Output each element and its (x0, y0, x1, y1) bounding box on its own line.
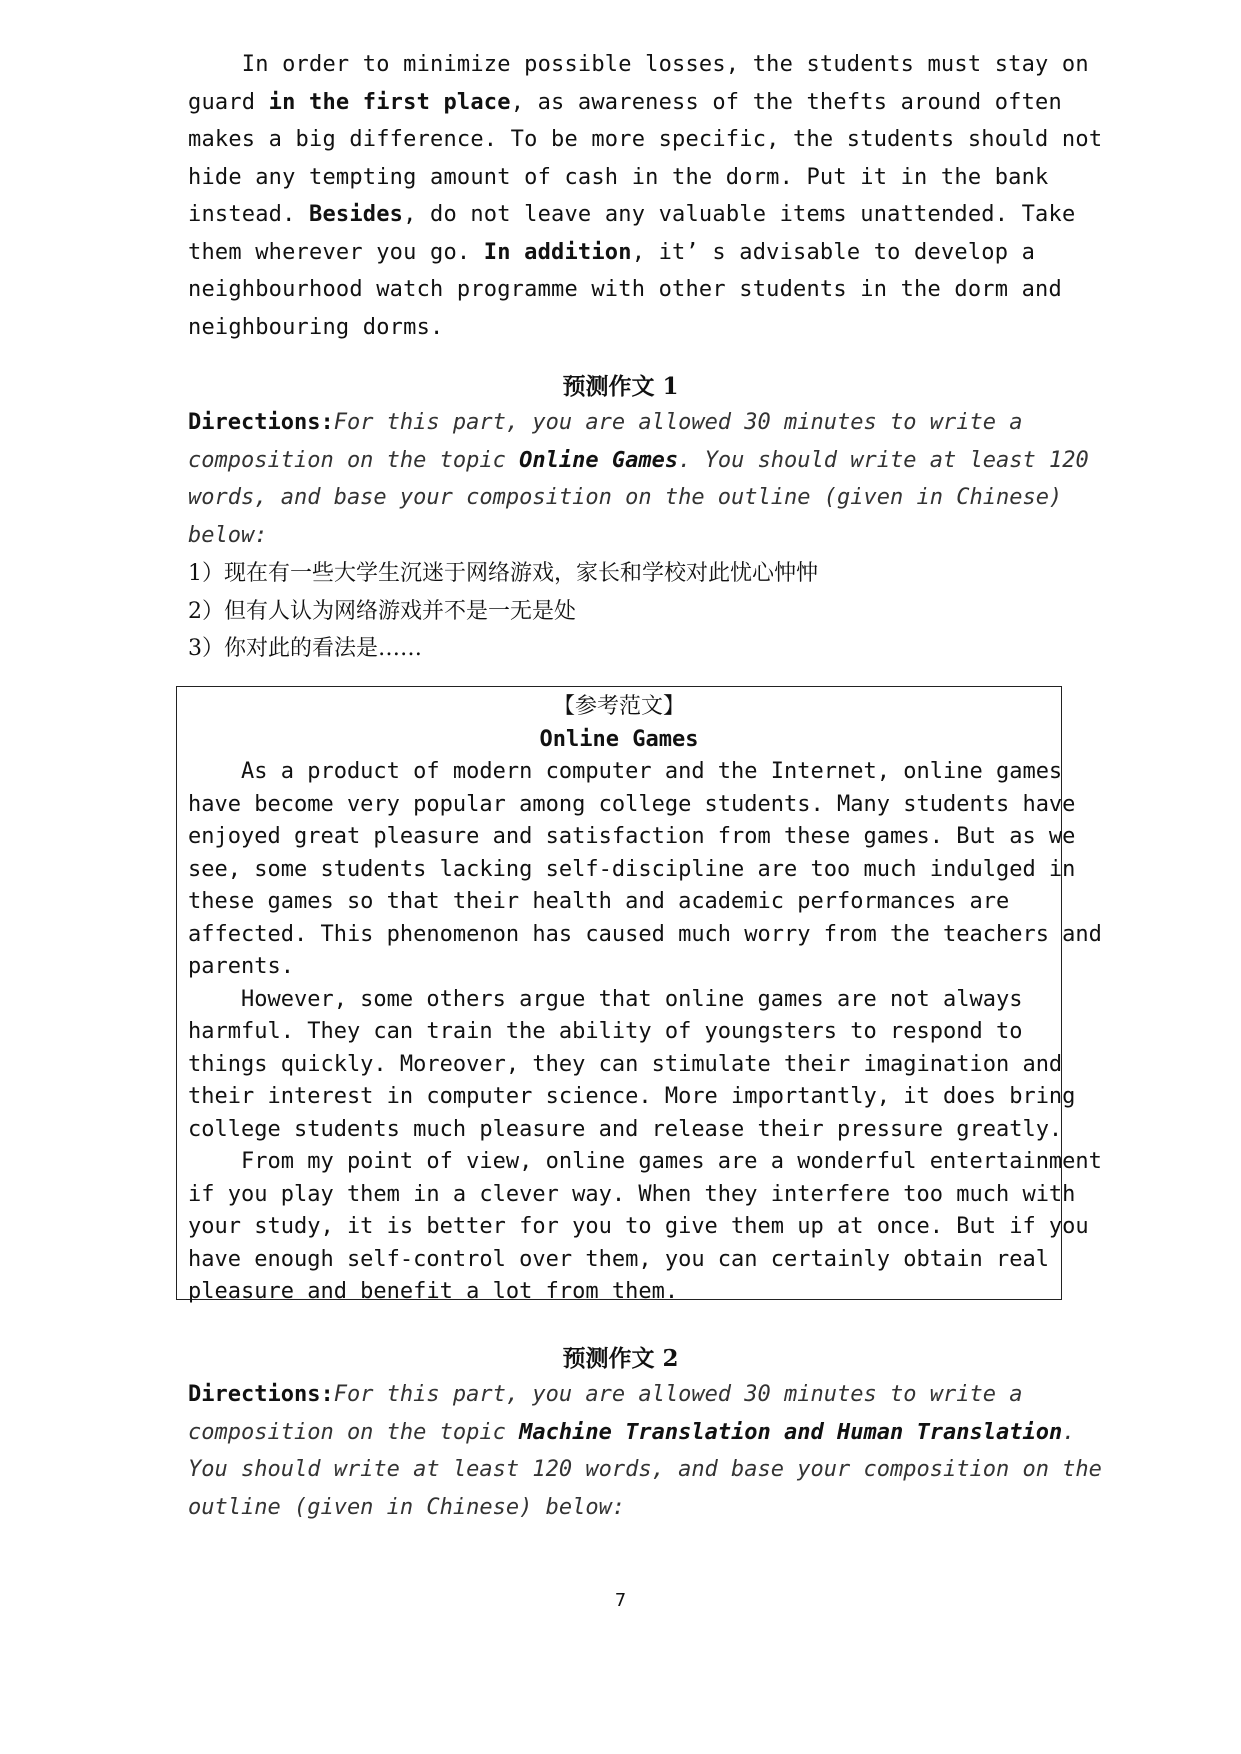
model-essay-title: Online Games (539, 727, 699, 752)
topic-title: Online Games (519, 447, 679, 473)
directions-line (188, 1489, 1068, 1527)
topic-title: Machine Translation and Human Translation (519, 1419, 1063, 1445)
essay-line: pleasure and benefit a lot from them. (188, 1279, 679, 1304)
model-essay-text (188, 756, 1102, 1309)
italic-text: For this part, you are allowed 30 minutes to write a (333, 410, 1023, 435)
essay-line: have enough self-control over them, you can certainly obtain real (188, 1246, 1049, 1272)
text-run: , do not leave any valuable items unattended. Take (403, 202, 1076, 227)
paragraph-line (188, 196, 1076, 234)
essay-line: if you play them in a clever way. When they interfere too much with (188, 1181, 1076, 1207)
essay-line: these games so that their health and academic performances are (188, 889, 1010, 914)
directions-line (188, 442, 1089, 480)
italic-text: You should write at least 120 words, and base your composition on the (188, 1457, 1102, 1482)
section1-directions (188, 404, 1089, 554)
italic-text: outline (given in Chinese) below: (188, 1494, 626, 1520)
essay-line: As a product of modern computer and the Internet, online games (188, 759, 1063, 784)
directions-line (188, 1376, 1068, 1414)
section2-directions (188, 1376, 1102, 1526)
paragraph-line (188, 271, 1068, 309)
essay-line: things quickly. Moreover, they can stimulate their imagination and (188, 1051, 1063, 1077)
essay-line: harmful. They can train the ability of youngsters to respond to (188, 1019, 1023, 1044)
text-run: makes a big difference. To be more specific, the students should not (188, 127, 1103, 152)
essay-line: affected. This phenomenon has caused much worry from the teachers and (188, 921, 1102, 947)
essay-line: From my point of view, online games are a wonderful entertainment (188, 1149, 1102, 1174)
italic-text: words, and base your composition on the outline (given in Chinese) (188, 485, 1063, 510)
section1-heading: 预测作文 1 (562, 373, 679, 400)
paragraph-line (188, 159, 1068, 197)
italic-text: below: (188, 522, 268, 548)
essay-line: parents. (188, 954, 294, 979)
text-run: hide any tempting amount of cash in the dorm. Put it in the bank (188, 164, 1049, 190)
paragraph-line (188, 46, 1089, 84)
directions-line (188, 517, 1068, 555)
essay-line: However, some others argue that online games are not always (188, 986, 1023, 1012)
italic-text: . You should write at least 120 (678, 447, 1089, 473)
paragraph-line (188, 234, 1068, 272)
outline-item: 1）现在有一些大学生沉迷于网络游戏，家长和学校对此忧心忡忡 (188, 561, 818, 586)
bold-phrase: Besides (309, 202, 404, 227)
intro-paragraph (188, 46, 1103, 346)
italic-text: composition on the topic (188, 447, 520, 473)
italic-text: composition on the topic (188, 1419, 520, 1445)
essay-line: their interest in computer science. More importantly, it does bring (188, 1084, 1076, 1109)
paragraph-line (188, 309, 1068, 347)
essay-line: have become very popular among college students. Many students have (188, 791, 1076, 817)
section1-outline (188, 555, 818, 668)
paragraph-line (188, 121, 1103, 159)
text-run: guard (188, 89, 269, 115)
directions-line (188, 1451, 1102, 1489)
outline-item: 2）但有人认为网络游戏并不是一无是处 (188, 598, 576, 624)
directions-label: Directions: (188, 410, 334, 435)
page-number: 7 (614, 1590, 627, 1611)
text-run: , as awareness of the thefts around often (510, 89, 1062, 115)
essay-line: college students much pleasure and release their pressure greatly. (188, 1116, 1063, 1142)
italic-text: . (1062, 1419, 1076, 1445)
text-run: them wherever you go. (188, 239, 484, 265)
italic-text: For this part, you are allowed 30 minutes to write a (333, 1382, 1023, 1407)
text-run: In order to minimize possible losses, the students must stay on (188, 52, 1089, 77)
text-run: neighbourhood watch programme with other students in the dorm and (188, 277, 1062, 302)
directions-line (188, 404, 1068, 442)
directions-label: Directions: (188, 1382, 334, 1407)
model-essay-box (176, 686, 1102, 1304)
essay-line: your study, it is better for you to give them up at once. But if you (188, 1214, 1089, 1239)
text-run: instead. (188, 202, 310, 227)
model-essay-label: 【参考范文】 (552, 694, 685, 719)
outline-item: 3）你对此的看法是…… (188, 636, 422, 661)
directions-line (188, 1414, 1076, 1452)
bold-phrase: In addition (483, 239, 632, 265)
text-run: neighbouring dorms. (188, 314, 444, 340)
section2-heading: 预测作文 2 (562, 1345, 679, 1372)
directions-line (188, 479, 1068, 517)
bold-phrase: in the first place (268, 89, 511, 115)
text-run: , it’ s advisable to develop a (631, 239, 1036, 265)
paragraph-line (188, 84, 1068, 122)
essay-line: see, some students lacking self-discipline are too much indulged in (188, 856, 1076, 882)
essay-line: enjoyed great pleasure and satisfaction from these games. But as we (188, 824, 1076, 849)
